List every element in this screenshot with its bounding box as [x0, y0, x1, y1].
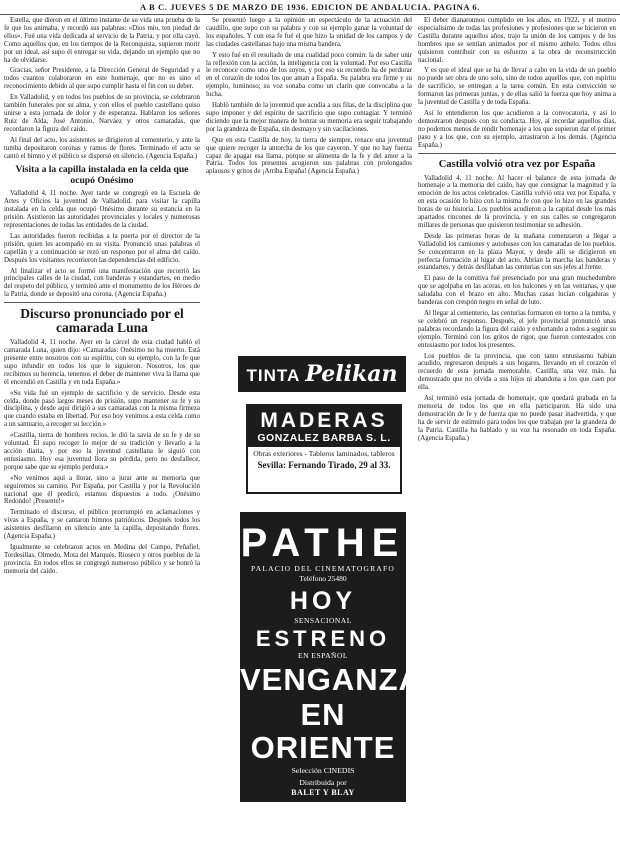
pathe-distributed-label: Distribuida por — [299, 778, 347, 787]
article-paragraph: «Su vida fué un ejemplo de sacrificio y de servicio. Desde esta celda, donde pasó largos meses de prisión, supo mantener su fe y su disciplina, y desde aquí dirigió a sus camaradas con la misma firmeza que cuando estaba en libertad. Por eso hoy venimos a esta celda como a un santuario, a recoger su lección.» — [4, 389, 200, 429]
article-paragraph: «Castilla, tierra de hombres recios, le dió la savia de su fe y de su voluntad. Él supo recoger lo mejor de su tradición y llevarlo a la acción diaria, y por eso la juventud castellana le siguió con entusiasmo. Hoy esa juventud llora su pérdida, pero no desfallece, porque sabe que su ejemplo perdura.» — [4, 432, 200, 471]
pelikan-ad — [238, 356, 406, 392]
article-paragraph: Habló también de la juventud que acudía a sus filas, de la disciplina que supo imponer y del espíritu de sacrificio que supo contagiar. Y terminó diciendo que la mejor manera de honrar su memoria era seguir trabajando por la grandeza de España, sin desmayo y sin vacilaciones. — [206, 102, 412, 133]
page-header: A B C. JUEVES 5 DE MARZO DE 1936. EDICION DE ANDALUCIA. PAGINA 6. — [0, 0, 620, 15]
article-paragraph: Que en esta Castilla de hoy, la tierra de siempre, renace una juventud que quiere recoger la antorcha de los que cayeron. Y que no hay fuerza capaz de apagar esa llama, porque se alimenta de la fe y del amor a la Patria. Todos los presentes acogieron sus palabras con prolongados aplausos y gritos de ¡Arriba España! (Agencia España.) — [206, 136, 412, 176]
pathe-today: HOY — [289, 587, 357, 615]
pathe-subtitle: PALACIO DEL CINEMATOGRAFO — [251, 564, 395, 573]
article-paragraph: Valladolid 4, 11 noche. Ayer tarde se congregó en la Escuela de Artes y Oficios la juventud de Valladolid, para visitar la capilla instalada en la celda que ocupó Onésimo durante su estancia en la prisión. Asistieron las autoridades provinciales y locales y numerosas representaciones de todas las entidades de la ciudad. — [4, 190, 200, 230]
pathe-film-title-2: EN ORIENTE — [250, 697, 396, 765]
article-paragraph: Así terminó esta jornada de homenaje, que quedará grabada en la memoria de todos los que en ella participaron. Ha sido una demostración de fe y de fuerza que no puede pasar inadvertida, y que ha de servir de estímulo para todos los que trabajan por la grandeza de la Patria. Castilla ha hablado y su voz ha resonado en toda España. (Agencia España.) — [418, 395, 616, 442]
article-paragraph: El deber dianaronnos cumplido en los años, en 1922, y el motivo especialisimo de todas las profesiones y profesiones que se hicieron en Castilla durante aquellos años, trajo la unión de los campos y de los hombres que se sentían animados por el mismo anhelo. Todos ellos quisieron contribuir con su esfuerzo a la obra de reconstrucción nacional. — [418, 17, 616, 64]
pathe-language: EN ESPAÑOL — [298, 651, 348, 660]
article-paragraph: Se presentó luego a la opinión un espectáculo de la actuación del caudillo, que supo con su palabra y con su ejemplo ganar la voluntad de los españoles. Y con esa fe fué el que hizo la unidad de los campos y de las ciudades castellanas bajo una misma bandera. — [206, 17, 412, 48]
pelikan-prefix: TINTA — [246, 366, 301, 385]
article-paragraph: Los pueblos de la provincia, que con tanto entusiasmo habían acudido, regresaron después a sus hogares, llevando en el corazón el recuerdo de esta jornada memorable. Castilla, una vez más, ha demostrado que no olvida a sus hijos ni abandona a los que caen por ella. — [418, 352, 616, 392]
maderas-owner: GONZALEZ BARBA S. L. — [257, 432, 391, 444]
article-paragraph: Y esto fué en él resultado de una cualidad poco común: la de saber unir la reflexión con la acción, la inteligencia con la voluntad. Por eso Castilla le reconoce como uno de los suyos, y por eso su recuerdo ha de perdurar en el corazón de todos los que aman a España. Su palabra era firme y su ejemplo, luminoso; su voz sonaba como un clarín que convocaba a la lucha. — [206, 51, 412, 99]
article-paragraph: Y es que el ideal que se ha de llevar a cabo en la vida de un pueblo no puede ser obra de uno solo, sino de todos aquellos que, con espíritu de sacrificio, se entregan a la tarea común. En esta convicción se formaron las primeras juntas, y de ellas salió la fuerza que hoy anima a la juventud de Castilla y de toda España. — [418, 67, 616, 107]
pathe-tagline-2: y misterioso — [303, 834, 343, 843]
maderas-name: MADERAS — [260, 409, 388, 432]
pathe-distributor: BALET Y BLAY — [291, 788, 355, 797]
article-paragraph: Gracias, señor Presidente, a la Dirección General de Seguridad y a todos cuantos colaboraron en este homenaje, que no es sino el reconocimiento debido al que supo cumplir hasta el fin con su deber. — [4, 67, 200, 91]
pathe-selection: Selección CINEDIS — [291, 766, 355, 775]
column-right — [418, 17, 616, 813]
pathe-phone: Teléfono 25480 — [299, 574, 347, 583]
maderas-description: Obras exteriores - Tableros laminados, tableros — [253, 449, 395, 458]
article-paragraph: Así lo entendieron los que acudieron a la convocatoria, y así lo demostraron después con su conducta. Hoy, al recordar aquellos días, no podemos menos de rendir homenaje a los que supieron dar el primer paso y a los que, con su ejemplo, arrastraron a los demás. (Agencia España.) — [418, 109, 616, 149]
headline-capilla: Visita a la capilla instalada en la celda que ocupó Onésimo — [15, 164, 189, 187]
maderas-banner — [248, 406, 400, 447]
maderas-ad — [246, 404, 402, 494]
article-paragraph: Las autoridades fueron recibidas a la puerta por el director de la prisión, quien les acompañó en su visita. Pronunció unas palabras el capellán y a continuación se rezó un responso por el alma del caído. Después los visitantes recorrieron las dependencias del edificio. — [4, 232, 200, 264]
headline-castilla: Castilla volvió otra vez por España — [438, 158, 596, 170]
pathe-tagline-1: Un argumento de ambiente exótico — [268, 822, 378, 831]
article-paragraph: Estella, que dieron en el último instante de su vida una prueba de la fe que los animaba, y recordó sus palabras: «Dios mío, ten piedad de ellos». Fué una vida dedicada al servicio de la Patria, y por ella cayó. Como aquellos que, en los tiempos de la Reconquista, supieron morir por un ideal, así supo él entregar su vida, dejando un ejemplo que no ha de olvidarse. — [4, 17, 200, 64]
article-paragraph: Al final del acto, los asistentes se dirigieron al cementerio, y ante la tumba depositaron coronas y ramos de flores. Terminado el acto se cantó el himno y el público se dispersó en silencio. (Agencia España.) — [4, 136, 200, 160]
pathe-stars: PAUL LUKAS-JANE BAXTER — [265, 810, 381, 819]
divider — [4, 302, 200, 303]
pathe-sensational: SENSACIONAL — [294, 616, 352, 625]
divider — [418, 153, 616, 154]
article-paragraph: «No venimos aquí a llorar, sino a jurar ante su memoria que seguiremos su camino. Por España, por Castilla y por la Revolución nacional que él predicó, estamos dispuestos a todo. ¡Onésimo Redondo! ¡Presente!» — [4, 474, 200, 506]
pelikan-brand: Pelikan — [305, 361, 398, 387]
pathe-ad — [240, 512, 422, 843]
pathe-interpreters-label: Principales intérpretes: — [287, 800, 359, 809]
article-paragraph: Terminado el discurso, el público prorrumpió en aclamaciones y vivas a España, y se cantaron himnos patrióticos. Después todos los asistentes desfilaron en silencio ante la capilla, depositando flores. (Agencia España.) — [4, 509, 200, 541]
article-paragraph: En Valladolid, y en todos los pueblos de su provincia, se celebraron también funerales por su alma, y con ellos el pueblo castellano quiso unirse a esta jornada de dolor y de esperanza. Hablaron los señores Ruiz de Alda, José Antonio, Narváez y otros camaradas, que recordaron la figura del caído. — [4, 94, 200, 133]
article-paragraph: Al llegar al cementerio, las centurias formaron en torno a la tumba, y se celebró un responso. Después, el jefe provincial pronunció unas palabras recordando la figura del caído y exhortando a todos a seguir su ejemplo. Terminó con los gritos de rigor, que fueron contestados con entusiasmo por todos los presentes. — [418, 310, 616, 349]
article-paragraph: Valladolid 4, 11 noche. Ayer en la cárcel de esta ciudad habló el camarada Luna, quien dijo: «Camaradas: Onésimo no ha muerto. Está presente entre nosotros con su espíritu, con su ejemplo, con la fe que supo infundir en todos los que le siguieron. Nosotros, los que recibimos su herencia, tenemos el deber de mantener viva la llama que él encendió en Castilla y en toda España.» — [4, 339, 200, 386]
article-paragraph: Igualmente se celebraron actos en Medina del Campo, Peñafiel, Tordesillas, Olmedo, Mota del Marqués, Rioseco y otros pueblos de la provincia. En todos ellos se congregó numeroso público y se honró la memoria del caído. — [4, 543, 200, 575]
article-paragraph: El paso de la comitiva fué presenciado por una gran muchedumbre que se agolpaba en las aceras, en los balcones y en las ventanas, y que saludaba con el brazo en alto. Muchas casas lucían colgaduras y banderas con crespón negro en señal de luto. — [418, 275, 616, 307]
maderas-address: Sevilla: Fernando Tirado, 29 al 33. — [257, 460, 391, 470]
pathe-film-title-1: VENGANZA — [240, 662, 422, 697]
headline-discurso: Discurso pronunciado por el camarada Luna — [20, 306, 184, 336]
pathe-name: PATHE — [240, 521, 406, 565]
pathe-premiere: ESTRENO — [255, 626, 391, 651]
column-middle — [206, 17, 412, 360]
article-paragraph: Valladolid 4, 11 noche. Al hacer el balance de esta jornada de homenaje a la memoria del caído, hay que consignar la magnitud y la emoción de los actos celebrados. Castilla volvió otra vez por España, y en esta ocasión lo hizo con la misma fe con que lo hizo en las grandes horas de su historia. Los pueblos acudieron a la capital desde los más apartados rincones de la provincia, y en sus calles se congregaron millares de personas que quisieron testimoniar su adhesión. — [418, 174, 616, 229]
article-paragraph: Al finalizar el acto se formó una manifestación que recorrió las principales calles de la ciudad, con banderas y estandartes, en medio del respeto del público, y terminó ante el monumento de los Héroes de la Patria, donde se depositó una corona. (Agencia España.) — [4, 267, 200, 299]
column-left — [4, 17, 200, 813]
article-paragraph: Desde las primeras horas de la mañana comenzaron a llegar a Valladolid los camiones y autobuses con los camaradas de los pueblos. Se concentraron en la plaza Mayor, y desde allí se dirigieron en perfecta formación al lugar del acto. Abrían la marcha las banderas y estandartes, y detrás desfilaban las centurias con sus jefes al frente. — [418, 232, 616, 272]
